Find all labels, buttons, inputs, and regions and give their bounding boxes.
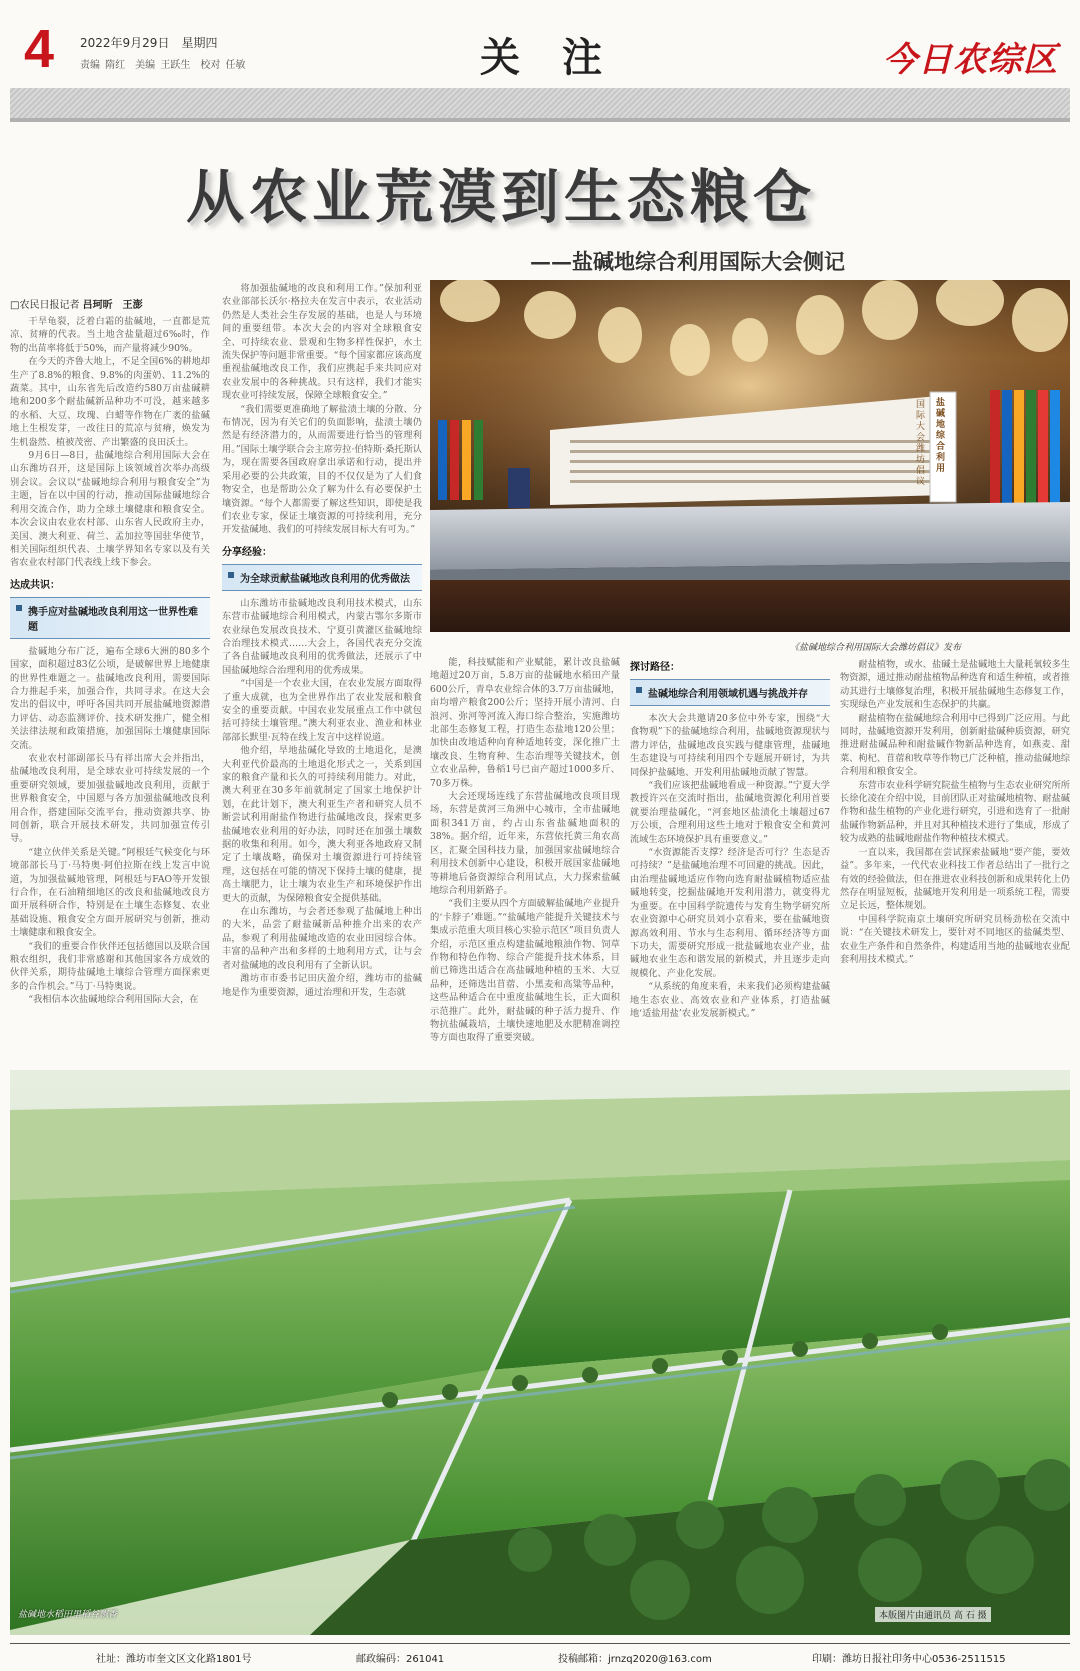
footer-printer: 印刷：潍坊日报社印务中心0536-2511515 [812,1654,1006,1665]
section-kicker: 达成共识： [10,579,60,591]
section-bar: 为全球贡献盐碱地改良利用的优秀做法 [222,564,422,591]
paragraph: 本次大会共邀请20多位中外专家，围绕“大食物观”下的盐碱地综合利用，盐碱地资源现状与潜力评估，盐碱地改良实践与健康管理，盐碱地生态建设与可持续利用四个专题展开研讨，为共同保护盐碱地、开发利用盐碱地贡献了智慧。 [630,713,830,778]
conference-hall-illustration [430,280,1070,632]
issue-date: 2022年9月29日 星期四 [80,36,218,50]
paragraph: 盐碱地分布广泛，遍布全球6大洲的80多个国家，面积超过83亿公顷，是破解世界上地健康的世界性难题之一。盐碱地改良利用，需要国际合力推起手来，加强合作，共同寻求。在这大会发出的倡议中，呼吁各国共同开展盐碱地资源潜力评估、动态监测评价、技术研发推广，健全相关法律法规和政策措施，加强国际土壤健康国际交流。 [10,645,210,751]
paragraph: 一直以来，我国都在尝试探索盐碱地“要产能，要效益”。多年来，一代代农业科技工作者总结出了一批行之有效的经验做法，但在推进农业科技创新和成果转化上仍然存在明显短板，盐碱地开发利用是一项系统工程，需要立足长远，整体规划。 [840,846,1070,912]
photo-credit: 本版图片由通讯员 高 石 摄 [875,1607,991,1622]
paragraph: 他介绍，旱地盐碱化导致的土地退化，是澳大利亚代价最高的土地退化形式之一，关系到国家的粮食产量和长久的可持续利用能力。对此，澳大利亚在30多年前就制定了国家土地保护计划，在此计划下，澳大利亚生产者和研究人员不断尝试利用耐盐作物进行盐碱地改良，探索更多盐碱地农业利用的好办法，同时还在加强土壤数据的收集和利用。如今，澳大利亚各地政府又制定了土壤战略，确保对土壤资源进行可持续管理，这包括在可能的情况下保持土壤的健康，提高土壤肥力，让土壤为农业生产和环境保护作出更大的贡献，为保障粮食安全提供基础。 [222,745,422,904]
page-number: 4 [24,19,55,79]
conference-photo [430,280,1070,632]
banner-title [936,398,950,475]
column-2 [222,282,422,1066]
paragraph: 农业农村部副部长马有祥出席大会并指出，盐碱地改良利用，是全球农业可持续发展的一个重要研究领域，要加强盐碱地改良利用，贡献于世界粮食安全，中国愿与各方加强盐碱地改良利用合作，搭建国际交流平台，推动资源共享、协同创新，联合开展技术研发，共同加强宣传引导。 [10,752,210,845]
footer-email: 投稿邮箱：jrnzq2020@163.com [558,1654,712,1665]
footer-address: 社址：潍坊市奎文区文化路1801号 [96,1654,252,1665]
column-4 [630,658,830,1066]
section-kicker: 探讨路径： [630,662,680,673]
paragraph: 能，科技赋能和产业赋能，累计改良盐碱地超过20万亩，5.8万亩的盐碱地水稻田产量600公斤，青阜农业综合体的3.7万亩盐碱地，亩均增产粮食200公斤；坚持开展小清河、白浪河、弥河等河流入海口综合整治，实施潍坊北部生态修复工程，打造生态盐地120公里；加快由改地适种向育种适地转变，深化推广土壤改良、生物育种、生态治理等关键技术，创立农业品种，鲁稻1号已亩产超过1000多斤、70多万株。 [430,657,620,789]
paragraph: “我们主要从四个方面破解盐碱地产业提升的‘卡脖子’难题。”“盐碱地产能提升关键技术与集成示范重大项目核心实验示范区”项目负责人介绍，示范区重点构建盐碱地粮油作物、饲草作物和特色作物、综合产能提升技术体系，目前已筛选出适合在高盐碱地种植的玉米、大豆品种，还筛选出苜蓿、小黑麦和高粱等品种，这些品种适合在中重度盐碱地生长，正大面积示范推广。此外，耐盐碱的种子活力提升、作物抗盐碱栽培，土壤快速地肥及水肥精准调控等方面也取得了重要突破。 [430,898,620,1044]
paragraph: “我们需要更准确地了解盐渍土壤的分散、分布情况，因为有关它们的负面影响，盐渍土壤仍然是有经济潜力的，从而需要进行恰当的管理利用。”国际土壤学联合会主席劳拉·伯特斯·桑托斯认为，现在需要各国政府拿出承诺和行动，提出并采用必要的公共政策，目的不仅仅是为了人们食物安全，也是帮助公众了解为什么有必要保护土壤资源。“每个人都需要了解这些知识，即使是我们农业专家，保证土壤资源的可持续利用，充分开发盐碱地、我们的可持续发展目标大有可为。” [222,403,422,536]
section-heading-paths [630,658,830,706]
aerial-fields-illustration [10,1070,1070,1635]
paragraph: “从系统的角度来看，未来我们必须构建盐碱地生态农业、高效农业和产业体系，打造盐碱地‘适盐用盐’农业发展新模式。” [630,981,830,1019]
banner-subtitle [916,400,930,488]
paragraph: 干旱龟裂，泛着白霜的盐碱地，一直都是荒凉、贫瘠的代表。当土地含盐量超过6‰时，作物的出苗率将低于50%，而产量将减少90%。 [10,316,210,354]
paragraph: “我相信本次盐碱地综合利用国际大会，在 [28,994,199,1006]
paragraph: 大会还现场连线了东营盐碱地改良项目现场，东营是黄河三角洲中心城市，全市盐碱地面积341万亩，约占山东省盐碱地面积的38%。据介绍，近年来，东营依托黄三角农高区，汇聚全国科技力量，加强国家盐碱地综合利用技术创新中心建设，积极开展国家盐碱地等耕地后备资源综合利用试点，大力探索盐碱地综合利用新路子。 [430,791,620,896]
paragraph: “中国是一个农业大国，在农业发展方面取得了重大成就，也为全世界作出了农业发展和粮食安全的重要贡献。中国农业发展重点工作中就包括可持续土壤管理。”澳大利亚农业、渔业和林业部部长默里·瓦特在线上发言中这样说道。 [222,678,422,743]
masthead-rule [10,88,1070,118]
footer-rule [10,1643,1070,1644]
paragraph: 耐盐植物，或水、盐碱土是盐碱地土大量耗氧较多生物资源，通过推动耐盐植物品种选育和适生种植，或者推动其进行土壤修复治理，积极开展盐碱地生态修复工作，实现绿色产业发展和生态保护的共赢。 [840,659,1070,711]
paragraph: 在今天的齐鲁大地上，不足全国6%的耕地却生产了8.8%的粮食、9.8%的肉蛋奶、11.2%的蔬菜。其中，山东省先后改造约580万亩盐碱耕地和200多个耐盐碱新品种功不可没，越来越多的水稻、大豆、玫瑰、白蜡等作物在广袤的盐碱地上生根发芽，一改往日的荒凉与贫瘠，焕发为生机盎然、植被茂密、产出繁盛的良田沃土。 [10,356,210,448]
section-title: 关注 [480,34,644,81]
article-subheadline: ——盐碱地综合利用国际大会侧记 [530,249,845,274]
rice-fields-photo [10,1070,1070,1635]
paragraph: 潍坊市市委书记田庆盈介绍，潍坊市的盐碱地是作为重要资源，通过治理和开发，生态就 [222,973,422,998]
paragraph: 山东潍坊市盐碱地改良利用技术模式，山东东营市盐碱地综合利用模式，内蒙古鄂尔多斯市农业绿色发展改良技术、宁夏引黄灌区盐碱地综合治理技术模式……大会上，各国代表充分交流了各自盐碱地改良利用的优秀做法，还展示了中国盐碱地综合治理利用的优秀成果。 [222,597,422,676]
conference-photo-caption: 《盐碱地综合利用国际大会潍坊倡议》发布 [790,643,962,653]
section-heading-consensus [10,576,210,639]
paragraph: “我们的重要合作伙伴还包括德国以及联合国粮农组织，我们非常感谢和其他国家各方成效的伙伴关系，期待盐碱地土壤综合管理方面探索更多的合作机会。”马丁·马特奥说。 [10,940,210,992]
fields-photo-caption: 盐碱地水稻田里稻谷飘香 [18,1610,118,1620]
article-headline: 从农业荒漠到生态粮仓 [186,163,817,231]
byline [10,296,210,311]
section-bar: 携手应对盐碱地改良利用这一世界性难题 [10,597,210,639]
paragraph: 在山东潍坊，与会者还参观了盐碱地上种出的大米，品尝了耐盐碱新品种推介出来的农产品，参观了利用盐碱地改造的农业田园综合体。丰富的品种产出和多样的土地利用方式，让与会者对盐碱地的改良利用有了全新认识。 [222,906,422,971]
section-bar: 盐碱地综合利用领域机遇与挑战并存 [630,679,830,706]
paragraph: 中国科学院南京土壤研究所研究员杨劲松在交流中说：“在关键技术研发上，要针对不同地区的盐碱类型、农业生产条件和自然条件，构建适用当地的盐碱地农业配套利用技术模式。” [840,913,1070,965]
staff-credits: 责编 隋红 美编 王跃生 校对 任敏 [80,60,246,71]
column-1 [10,296,210,1066]
paragraph: 东营市农业科学研究院盐生植物与生态农业研究所所长徐化凌在介绍中说，目前团队正对盐碱地植物、耐盐碱作物和盐生植物的产业化进行研究，引进和选育了一批耐盐碱作物新品种，并且对其种植技术进行了集成，形成了较为成熟的盐碱地耐盐作物种植技术模式。 [840,779,1070,845]
banner-line-1: 盐碱地综合利用 [936,398,946,474]
paragraph: “建立伙伴关系是关键。”阿根廷气候变化与环境部部长马丁·马特奥·阿伯拉斯在线上发言中说道，为加强盐碱地管理，阿根廷与FAO等开发银行合作，在石油精细地区的改良和盐碱地改良方面开展科研合作，特别是在土壤生态修复、农业基础设施、粮食安全方面开展研究与创新，推动土壤健康和粮食安全。 [10,846,210,939]
paragraph: 将加强盐碱地的改良和利用工作。”保加利亚农业部部长沃尔·格拉夫在发言中表示，农业活动仍然是人类社会生存发展的基础，也是人与环境间的重要纽带。本次大会的内容对全球粮食安全、可持续农业、景观和生物多样性保护，水土流失保护等问题非常重要。“每个国家都应该高度重视盐碱地改良工作，我们应携起手来共同应对农业发展中的各种挑战。只有这样，我们才能实现农业可持续发展，保障全球粮食安全。” [222,283,422,402]
banner-line-2: 国际大会潍坊倡议 [916,400,926,487]
column-3 [430,656,620,1066]
paragraph: 9月6日—8日，盐碱地综合利用国际大会在山东潍坊召开，这是国际上该领域首次举办高级别会议。会议以“盐碱地综合利用与粮食安全”为主题，旨在以中国的行动，推动国际盐碱地综合利用交流合作，助力全球土壤健康和粮食安全。本次会议由农业农村部、山东省人民政府主办，美国、澳大利亚、荷兰、孟加拉等国驻华使节，相关国际组织代表、土壤学界知名专家以及有关省农业农村部门代表线上线下参会。 [10,450,210,569]
paragraph: “水资源能否支撑？经济是否可行？生态是否可持续？”是盐碱地治理不可回避的挑战。因此，由治理盐碱地适应作物向选育耐盐碱植物适应盐碱地转变，挖掘盐碱地开发利用潜力，就变得尤为重要。在中国科学院遗传与发育生物学研究所农业资源中心研究员刘小京看来，要在盐碱地资源高效利用、节水与生态利用、循环经济等方面下功夫，需要研究形成一批盐碱地农业产业，盐碱地农业生态和谐发展的新模式，并且逐步走向规模化、产业化发展。 [630,847,830,979]
footer-postcode: 邮政编码：261041 [356,1654,445,1665]
section-heading-experience [222,543,422,591]
byline-names: 吕珂昕 王澎 [82,300,143,311]
masthead-rule-bottom [10,118,1070,122]
newspaper-logo: 今日农综区 [883,40,1058,80]
byline-prefix: □农民日报记者 [10,300,80,311]
column-5 [840,658,1070,1066]
paragraph: “我们应该把盐碱地看成一种资源。”宁夏大学教授许兴在交流时指出，盐碱地资源化利用首要就要治理盐碱化，“河套地区盐渍化土壤超过67万公顷，合理利用这些土地对于粮食安全和黄河流域生态环境保护具有重要意义。” [630,780,830,845]
section-kicker: 分享经验： [222,546,272,558]
paragraph: 耐盐植物在盐碱地综合利用中已得到广泛应用。与此同时，盐碱地资源开发利用，创新耐盐碱种质资源，研究推进耐盐碱品种和耐盐碱作物新品种选育，如燕麦、甜菜、枸杞、苜蓿和牧草等作物已广泛种植，推动盐碱地综合利用和粮食安全。 [840,712,1070,778]
